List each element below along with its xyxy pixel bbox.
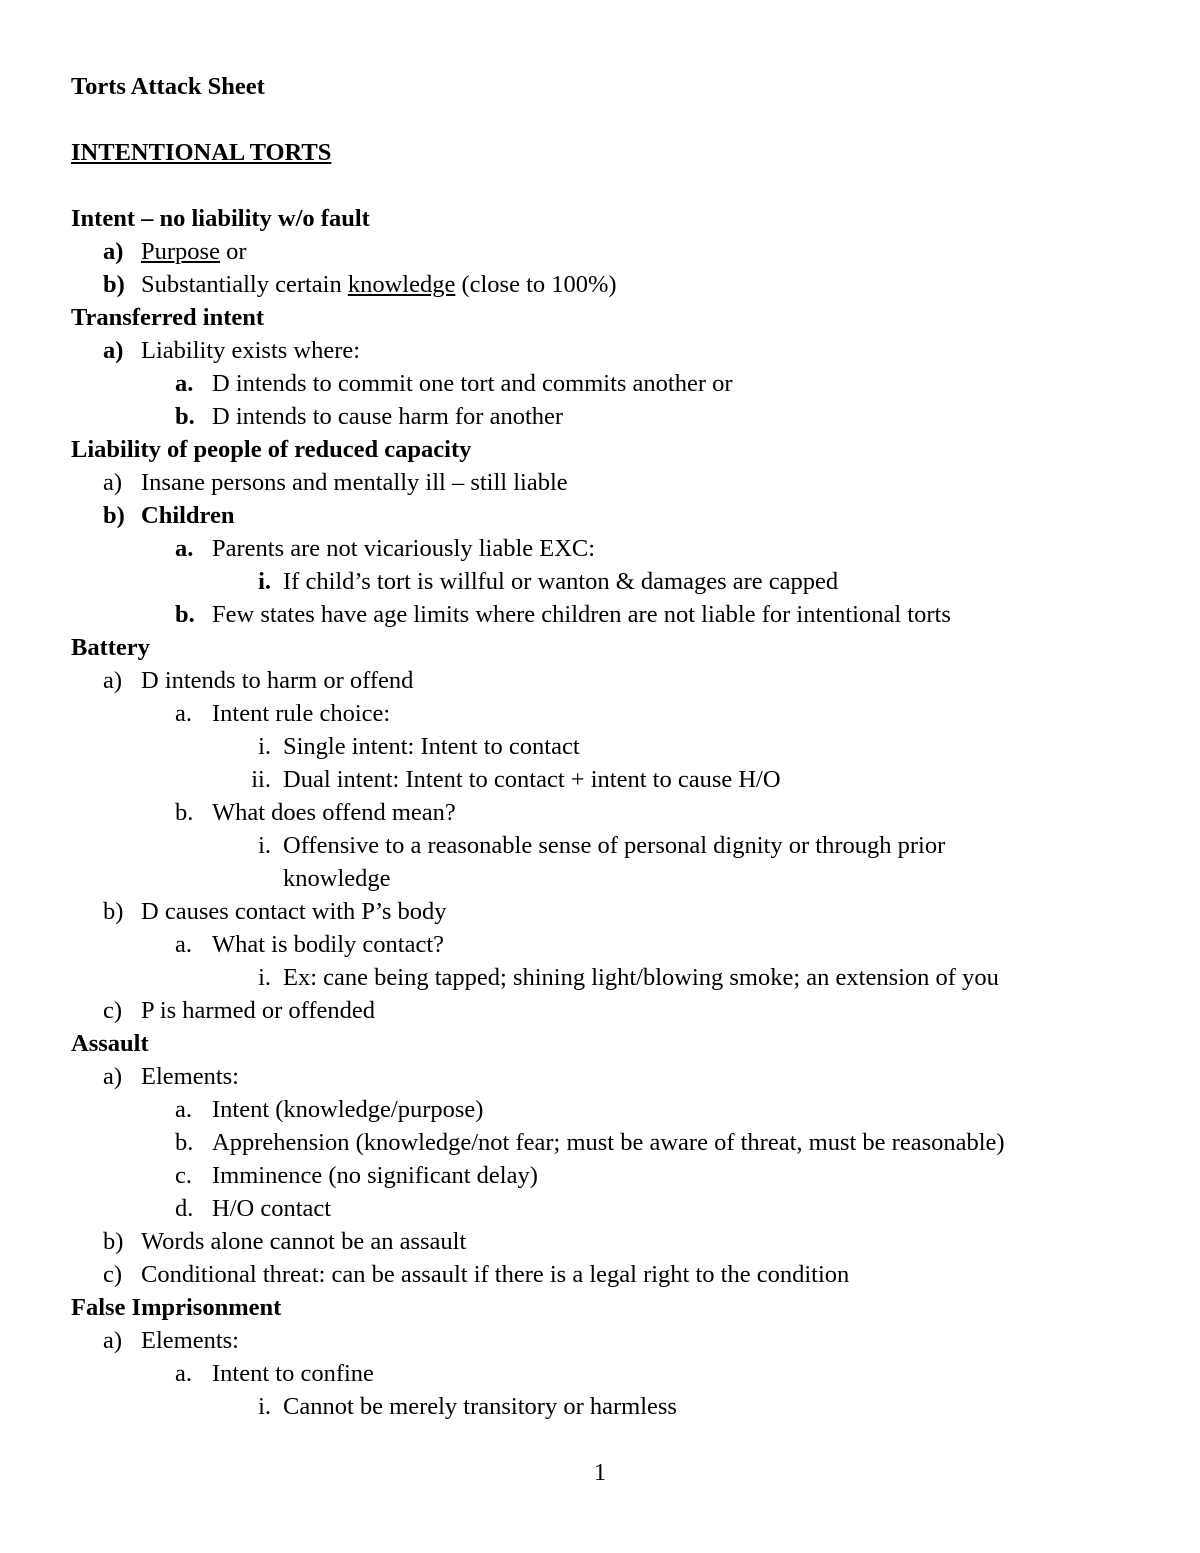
list-item <box>71 796 1171 829</box>
list-marker: a) <box>103 238 124 265</box>
list-text: D intends to commit one tort and commits another or <box>212 370 733 397</box>
list-item <box>71 763 1171 796</box>
list-text: Intent (knowledge/purpose) <box>212 1096 484 1123</box>
list-marker: b. <box>175 799 194 826</box>
list-text: Words alone cannot be an assault <box>141 1228 467 1255</box>
list-marker: c) <box>103 997 123 1024</box>
list-marker: b. <box>175 1129 194 1156</box>
list-item <box>71 334 1171 367</box>
outline <box>71 202 1171 1423</box>
list-text: Cannot be merely transitory or harmless <box>283 1393 677 1420</box>
list-marker: a) <box>103 667 123 694</box>
list-marker: a) <box>103 337 124 364</box>
list-item <box>71 697 1171 730</box>
list-text: D causes contact with P’s body <box>141 898 447 925</box>
list-marker: b) <box>103 898 124 925</box>
list-text: Imminence (no significant delay) <box>212 1162 538 1189</box>
list-item <box>71 895 1171 928</box>
list-marker: c. <box>175 1162 192 1189</box>
list-item <box>71 730 1171 763</box>
list-marker: a) <box>103 1063 123 1090</box>
list-text: What does offend mean? <box>212 799 456 826</box>
list-marker: b. <box>175 403 195 430</box>
list-item <box>71 235 1171 268</box>
list-item <box>71 565 1171 598</box>
list-item <box>71 367 1171 400</box>
list-item <box>71 664 1171 697</box>
list-marker: b) <box>103 1228 124 1255</box>
page-number: 1 <box>593 1459 607 1486</box>
list-marker: i. <box>258 1393 271 1420</box>
list-text: What is bodily contact? <box>212 931 444 958</box>
list-marker: b) <box>103 502 125 529</box>
underlined-term: Purpose <box>141 238 220 265</box>
list-marker: a. <box>175 931 192 958</box>
list-marker: b) <box>103 271 125 298</box>
list-text: Children <box>141 502 235 529</box>
document-title: Torts Attack Sheet <box>71 73 265 100</box>
list-text: Substantially certain <box>141 271 348 298</box>
list-item <box>71 1060 1171 1093</box>
list-item <box>71 1159 1171 1192</box>
list-item <box>71 961 1171 994</box>
list-item <box>71 400 1171 433</box>
list-item <box>71 928 1171 961</box>
list-item <box>71 1126 1171 1159</box>
list-item <box>71 1258 1171 1291</box>
list-marker: b. <box>175 601 195 628</box>
topic-heading-reduced-capacity: Liability of people of reduced capacity <box>71 436 472 463</box>
list-marker: i. <box>258 568 271 595</box>
list-text: Liability exists where: <box>141 337 361 364</box>
list-item <box>71 1093 1171 1126</box>
list-marker: a. <box>175 1096 192 1123</box>
list-item <box>71 598 1171 631</box>
list-marker: d. <box>175 1195 194 1222</box>
list-item <box>71 1192 1171 1225</box>
list-marker: a. <box>175 700 192 727</box>
list-marker: a) <box>103 469 123 496</box>
list-item <box>71 499 1171 532</box>
topic-heading-false-imprisonment: False Imprisonment <box>71 1294 282 1321</box>
list-item <box>71 829 1171 862</box>
list-text: Intent rule choice: <box>212 700 391 727</box>
list-text: Dual intent: Intent to contact + intent to cause H/O <box>283 766 781 793</box>
list-marker: ii. <box>251 766 271 793</box>
list-text: Apprehension (knowledge/not fear; must be aware of threat, must be reasonable) <box>212 1129 1005 1156</box>
list-marker: a. <box>175 370 194 397</box>
list-item <box>71 1324 1171 1357</box>
list-item-continuation <box>71 862 1171 895</box>
list-text: Intent to confine <box>212 1360 374 1387</box>
list-item <box>71 1357 1171 1390</box>
topic-heading-battery: Battery <box>71 634 150 661</box>
list-text: P is harmed or offended <box>141 997 376 1024</box>
topic-heading-intent: Intent – no liability w/o fault <box>71 205 370 232</box>
list-text: (close to 100%) <box>455 271 617 298</box>
list-item <box>71 466 1171 499</box>
list-text: Ex: cane being tapped; shining light/blowing smoke; an extension of you <box>283 964 999 991</box>
list-item <box>71 532 1171 565</box>
list-text: Insane persons and mentally ill – still liable <box>141 469 568 496</box>
list-item <box>71 1390 1171 1423</box>
list-text: D intends to harm or offend <box>141 667 414 694</box>
list-text: Elements: <box>141 1063 239 1090</box>
list-text: D intends to cause harm for another <box>212 403 564 430</box>
list-text: Few states have age limits where children are not liable for intentional torts <box>212 601 951 628</box>
list-text: Offensive to a reasonable sense of personal dignity or through prior <box>283 832 946 859</box>
list-text: or <box>219 238 247 265</box>
list-marker: c) <box>103 1261 123 1288</box>
list-item <box>71 994 1171 1027</box>
list-text: Conditional threat: can be assault if there is a legal right to the condition <box>141 1261 850 1288</box>
list-item <box>71 268 1171 301</box>
list-text: Parents are not vicariously liable EXC: <box>212 535 596 562</box>
list-marker: i. <box>258 733 271 760</box>
list-marker: i. <box>258 832 271 859</box>
list-text: knowledge <box>283 865 391 892</box>
list-marker: i. <box>258 964 271 991</box>
list-marker: a) <box>103 1327 123 1354</box>
topic-heading-transferred-intent: Transferred intent <box>71 304 265 331</box>
list-text: H/O contact <box>212 1195 332 1222</box>
list-marker: a. <box>175 535 194 562</box>
underlined-term: knowledge <box>347 271 456 298</box>
list-item <box>71 1225 1171 1258</box>
list-marker: a. <box>175 1360 192 1387</box>
section-heading: INTENTIONAL TORTS <box>71 139 332 166</box>
list-text: Elements: <box>141 1327 239 1354</box>
list-text: Single intent: Intent to contact <box>283 733 580 760</box>
list-text: If child’s tort is willful or wanton & damages are capped <box>283 568 839 595</box>
topic-heading-assault: Assault <box>71 1030 149 1057</box>
